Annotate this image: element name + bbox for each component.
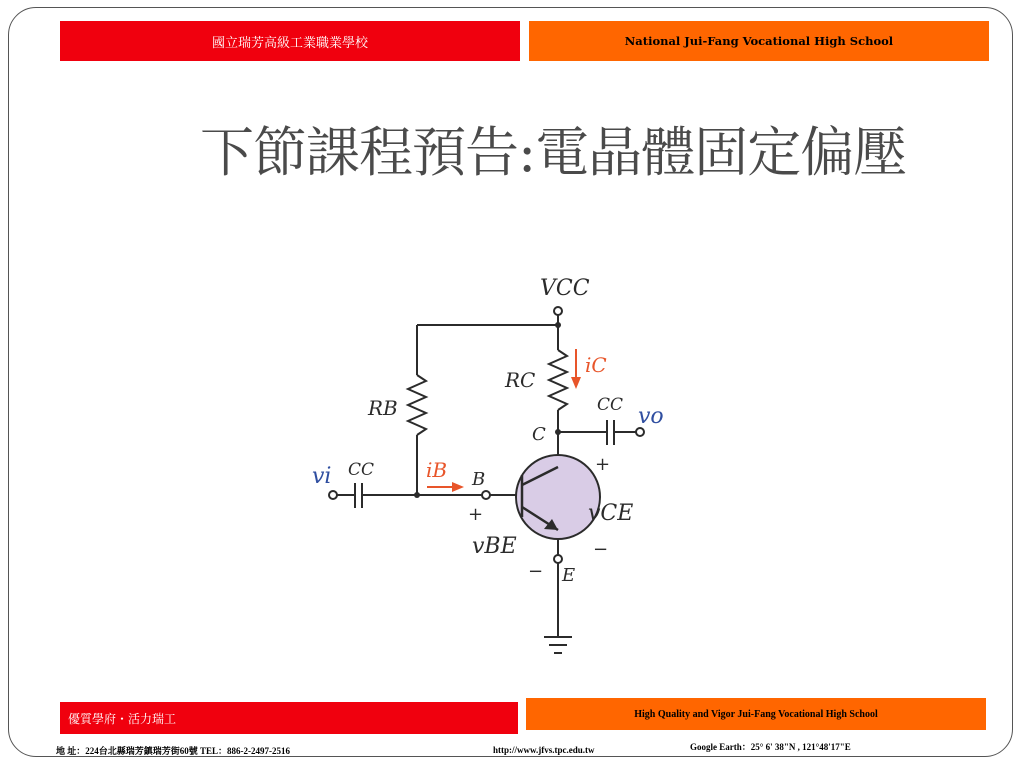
- vce-plus-label: +: [595, 454, 611, 475]
- emitter-terminal: [554, 555, 562, 563]
- ib-arrow: [427, 482, 464, 492]
- rc-resistor: [549, 350, 567, 410]
- ic-arrow: [571, 349, 581, 389]
- base-label: B: [472, 469, 486, 490]
- vo-terminal: [636, 428, 644, 436]
- footer-address: 地 址：224台北縣瑞芳鎮瑞芳街60號 TEL：886-2-2497-2516: [56, 746, 291, 756]
- collector-node-dot: [555, 429, 561, 435]
- ib-label: iB: [426, 458, 448, 482]
- vi-label: vi: [312, 464, 332, 489]
- collector-label: C: [532, 424, 546, 445]
- rb-label: RB: [368, 396, 398, 420]
- header-school-name-zh: 國立瑞芳高級工業職業學校: [60, 21, 520, 61]
- vce-minus-label: −: [593, 539, 609, 560]
- base-terminal: [482, 491, 490, 499]
- base-node-dot: [414, 492, 420, 498]
- footer-slogan-en: High Quality and Vigor Jui-Fang Vocational High School: [526, 698, 986, 730]
- rb-resistor: [408, 375, 426, 435]
- emitter-label: E: [562, 565, 576, 586]
- ic-label: iC: [585, 353, 607, 377]
- transistor-fixed-bias-circuit: [300, 265, 700, 675]
- footer-slogan-zh: 優質學府・活力瑞工: [60, 702, 518, 734]
- slide-title: 下節課程預告:電晶體固定偏壓: [200, 121, 907, 184]
- vbe-minus-label: −: [528, 561, 544, 582]
- vbe-plus-label: +: [468, 504, 484, 525]
- footer-url[interactable]: http://www.jfvs.tpc.edu.tw: [493, 745, 595, 755]
- vce-label: vCE: [588, 501, 634, 526]
- header-school-name-en: National Jui-Fang Vocational High School: [529, 21, 989, 61]
- vbe-label: vBE: [472, 534, 517, 559]
- vi-terminal: [329, 491, 337, 499]
- footer-google-earth: Google Earth：25° 6' 38"N , 121°48'17"E: [690, 742, 851, 752]
- vcc-node-dot: [555, 322, 561, 328]
- vo-label: vo: [638, 404, 664, 429]
- vcc-label: VCC: [540, 276, 590, 301]
- cc-out-label: CC: [597, 395, 624, 415]
- vcc-terminal: [554, 307, 562, 315]
- cc-in-label: CC: [348, 460, 375, 480]
- rc-label: RC: [505, 368, 536, 392]
